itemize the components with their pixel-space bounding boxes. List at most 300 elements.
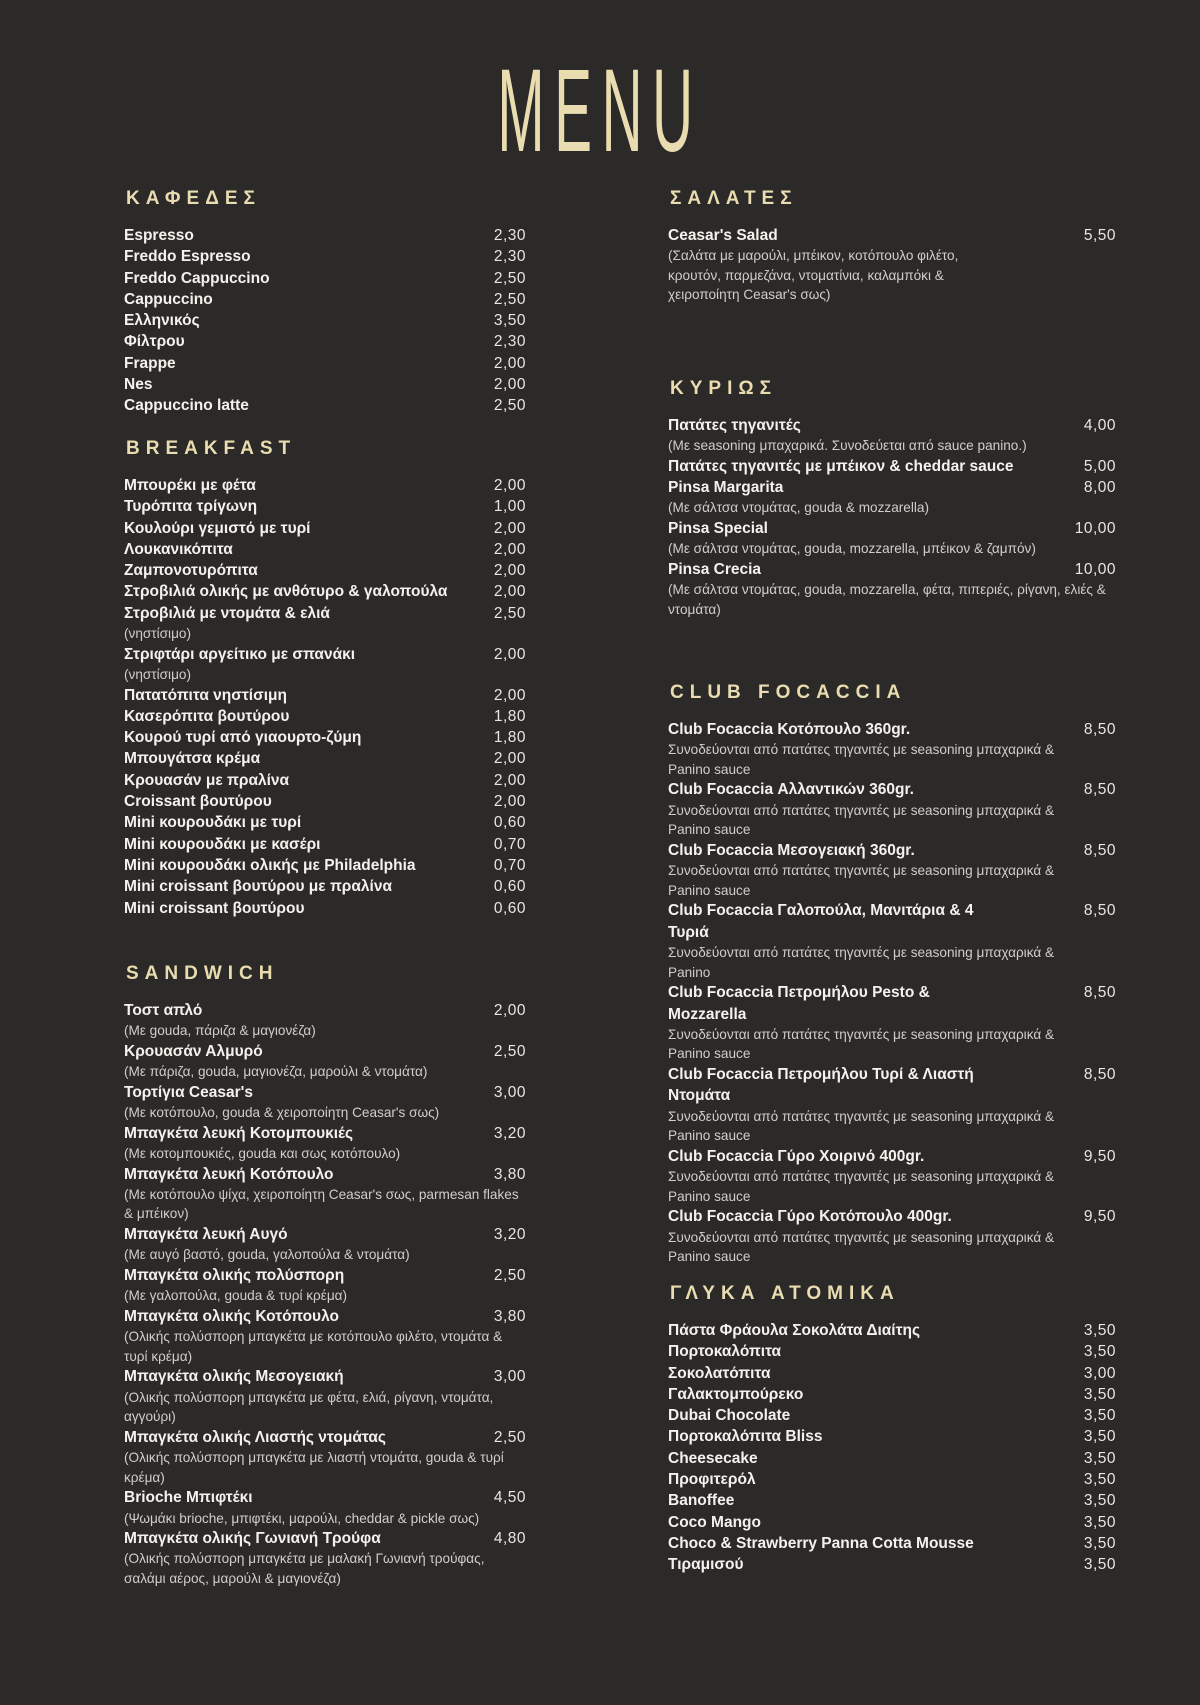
menu-item [124, 246, 524, 267]
item-name: Κουρού τυρί από γιαουρτο-ζύμη [124, 729, 362, 747]
menu-item [124, 1041, 524, 1082]
item-price: 3,00 [493, 1083, 526, 1101]
item-price: 2,00 [493, 1002, 526, 1019]
item-description: (Με σάλτσα ντομάτας, gouda, mozzarella, φέτα, πιπεριές, ρίγανη, ελιές & ντομάτα) [668, 582, 1106, 617]
item-price: 0,60 [493, 814, 526, 832]
menu-item-row [124, 246, 524, 267]
menu-item-row [668, 1363, 1116, 1384]
item-name: Pinsa Margarita [668, 479, 784, 497]
menu-item [124, 812, 524, 833]
item-name: Τιραμισού [668, 1556, 744, 1574]
menu-item-row [668, 1448, 1116, 1469]
item-price: 2,00 [493, 750, 526, 768]
menu-item [124, 518, 524, 539]
menu-item [124, 1487, 524, 1528]
item-name: Τορτίγια Ceasar's [124, 1083, 253, 1101]
menu-item [124, 748, 524, 769]
item-description: (νηστίσιμο) [124, 666, 191, 682]
menu-item [124, 685, 524, 706]
item-price: 2,00 [493, 583, 526, 601]
item-price: 3,00 [493, 1368, 526, 1386]
menu-item-row [124, 268, 524, 289]
item-price: 2,00 [493, 477, 526, 494]
item-name: Πατάτες τηγανιτές [668, 417, 801, 434]
item-price: 2,30 [493, 227, 526, 244]
item-price: 3,50 [1083, 1428, 1116, 1446]
item-price: 1,80 [493, 729, 526, 747]
item-name: Cappuccino latte [124, 397, 249, 415]
menu-item [124, 560, 524, 581]
menu-item [124, 1265, 524, 1306]
item-price: 2,00 [493, 645, 526, 663]
menu-item [124, 268, 524, 289]
menu-item-row [668, 982, 1116, 1025]
menu-item-row [124, 475, 524, 496]
item-description: (Ψωμάκι brioche, μπιφτέκι, μαρούλι, cheddar & pickle σως) [124, 1510, 480, 1526]
item-price: 3,50 [1083, 1385, 1116, 1403]
item-price: 8,50 [1083, 984, 1116, 1002]
menu-item [124, 1000, 524, 1041]
item-price: 3,80 [493, 1165, 526, 1183]
item-price: 3,50 [493, 312, 526, 330]
item-description: (Με σάλτσα ντομάτας, gouda, mozzarella, μπέικον & ζαμπόν) [668, 541, 1036, 557]
item-price: 2,00 [493, 793, 526, 811]
menu-item [668, 559, 1116, 619]
item-name: Πορτοκαλόπιτα Bliss [668, 1428, 823, 1446]
menu-item [668, 415, 1116, 456]
item-name: Coco Mango [668, 1513, 761, 1531]
item-price: 2,50 [493, 269, 526, 287]
menu-item [668, 900, 1116, 982]
item-name: Μπαγκέτα ολικής Μεσογειακή [124, 1368, 344, 1386]
item-price: 2,00 [493, 562, 526, 580]
menu-item [124, 225, 524, 246]
menu-item-row [668, 1405, 1116, 1426]
item-name: Μπαγκέτα λευκή Αυγό [124, 1226, 288, 1244]
item-price: 2,00 [493, 686, 526, 704]
item-name: Μπαγκέτα ολικής πολύσπορη [124, 1266, 345, 1284]
menu-item [668, 1533, 1116, 1554]
menu-item-row [668, 719, 1116, 740]
menu-item [668, 1384, 1116, 1405]
item-price: 2,00 [493, 376, 526, 394]
menu-item-row [124, 1427, 524, 1448]
menu-item-row [124, 1164, 524, 1185]
menu-item-row [124, 791, 524, 812]
item-price: 1,80 [493, 707, 526, 725]
item-description: Συνοδεύονται από πατάτες τηγανιτές με seasoning μπαχαρικά & Panino sauce [668, 802, 1055, 838]
menu-item-row [668, 1064, 1116, 1107]
section-glyka [668, 1283, 1116, 1576]
item-price: 2,50 [493, 1266, 526, 1284]
menu-item-row [124, 353, 524, 374]
item-price: 2,00 [493, 771, 526, 789]
item-name: Λουκανικόπιτα [124, 540, 233, 558]
item-price: 2,50 [493, 397, 526, 415]
menu-item-row [124, 644, 524, 665]
item-price: 9,50 [1083, 1208, 1116, 1226]
menu-item-row [124, 581, 524, 602]
menu-item-row [668, 415, 1116, 436]
menu-item [124, 791, 524, 812]
menu-title: MENU [497, 45, 703, 177]
item-description: (Ολικής πολύσπορη μπαγκέτα με λιαστή ντομάτα, gouda & τυρί κρέμα) [124, 1450, 504, 1485]
item-name: Μπαγκέτα ολικής Λιαστής ντομάτας [124, 1428, 386, 1446]
menu-item [124, 644, 524, 685]
menu-item [124, 310, 524, 331]
menu-item [668, 1426, 1116, 1447]
item-name: Mini κουρουδάκι ολικής με Philadelphia [124, 856, 416, 874]
menu-item-row [668, 225, 1116, 246]
menu-item-row [668, 1384, 1116, 1405]
item-name: Τυρόπιτα τρίγωνη [124, 498, 258, 516]
menu-item [668, 1146, 1116, 1206]
menu-item [124, 395, 524, 416]
menu-item [668, 1064, 1116, 1146]
item-name: Cheesecake [668, 1449, 758, 1467]
menu-item [668, 779, 1116, 839]
item-description: Συνοδεύονται από πατάτες τηγανιτές με seasoning μπαχαρικά & Panino sauce [668, 1026, 1055, 1062]
menu-item [668, 1490, 1116, 1511]
item-description: (Με πάριζα, gouda, μαγιονέζα, μαρούλι & ντομάτα) [124, 1064, 428, 1080]
item-price: 2,50 [493, 604, 526, 622]
menu-item-row [124, 685, 524, 706]
section-title: SANDWICH [126, 963, 279, 984]
menu-item-row [124, 310, 524, 331]
item-price: 3,50 [1083, 1449, 1116, 1467]
menu-item-row [668, 1490, 1116, 1511]
item-price: 10,00 [1074, 520, 1116, 538]
item-description: (Με κοτομπουκιές, gouda και σως κοτόπουλο) [124, 1145, 401, 1161]
item-name: Στροβιλιά ολικής με ανθότυρο & γαλοπούλα [124, 583, 448, 601]
item-price: 3,50 [1083, 1343, 1116, 1361]
item-price: 8,50 [1083, 1066, 1116, 1084]
item-name: Πατατόπιτα νηστίσιμη [124, 686, 287, 704]
menu-item [124, 475, 524, 496]
menu-item [668, 1320, 1116, 1341]
menu-item-row [124, 1306, 524, 1327]
item-name: Espresso [124, 227, 194, 244]
menu-item-row [124, 898, 524, 919]
menu-item-row [124, 1000, 524, 1021]
section-title: ΓΛΥΚΑ ΑΤΟΜΙΚΑ [670, 1283, 900, 1304]
item-price: 8,50 [1083, 781, 1116, 799]
menu-item-row [124, 748, 524, 769]
item-price: 3,50 [1083, 1492, 1116, 1510]
menu-item-row [668, 518, 1116, 539]
item-price: 0,60 [493, 878, 526, 896]
menu-item [668, 1206, 1116, 1266]
menu-item [124, 1082, 524, 1123]
item-description: Συνοδεύονται από πατάτες τηγανιτές με seasoning μπαχαρικά & Panino sauce [668, 1108, 1055, 1144]
item-name: Γαλακτομπούρεκο [668, 1385, 804, 1403]
item-name: Μπαγκέτα ολικής Κοτόπουλο [124, 1307, 339, 1325]
item-name: Τοστ απλό [124, 1002, 203, 1019]
menu-item-row [124, 1082, 524, 1103]
section-title: CLUB FOCACCIA [670, 682, 907, 703]
item-price: 3,50 [1083, 1534, 1116, 1552]
item-price: 5,50 [1083, 227, 1116, 244]
menu-item [668, 1512, 1116, 1533]
item-name: Στροβιλιά με ντομάτα & ελιά [124, 604, 330, 622]
item-price: 2,00 [493, 540, 526, 558]
item-price: 1,00 [493, 498, 526, 516]
item-name: Κρουασάν Αλμυρό [124, 1042, 263, 1060]
menu-item-row [668, 1320, 1116, 1341]
item-price: 3,80 [493, 1307, 526, 1325]
item-name: Μπαγκέτα λευκή Κοτόπουλο [124, 1165, 334, 1183]
item-price: 3,20 [493, 1226, 526, 1244]
item-name: Frappe [124, 354, 176, 372]
item-price: 8,50 [1083, 841, 1116, 859]
menu-item-row [668, 900, 1116, 943]
menu-item-row [124, 1366, 524, 1387]
menu-item-row [124, 1528, 524, 1549]
item-name: Προφιτερόλ [668, 1471, 756, 1489]
menu-item-row [668, 1533, 1116, 1554]
menu-item [124, 1224, 524, 1265]
section-title: ΚΑΦΕΔΕΣ [126, 188, 261, 209]
menu-item-row [124, 331, 524, 352]
menu-item-row [668, 1469, 1116, 1490]
section-kyrios [668, 378, 1116, 619]
item-name: Μπαγκέτα ολικής Γωνιανή Τρούφα [124, 1530, 381, 1548]
menu-item-row [668, 779, 1116, 800]
item-name: Brioche Μπιφτέκι [124, 1489, 253, 1507]
item-name: Club Focaccia Μεσογειακή 360gr. [668, 841, 915, 859]
item-name: Μπαγκέτα λευκή Κοτομπουκιές [124, 1124, 354, 1142]
menu-item [124, 1427, 524, 1487]
item-description: Συνοδεύονται από πατάτες τηγανιτές με seasoning μπαχαρικά & Panino sauce [668, 1229, 1055, 1265]
item-name: Mini croissant βουτύρου [124, 899, 305, 917]
item-name: Στριφτάρι αργείτικο με σπανάκι [124, 645, 356, 663]
menu-item [124, 1528, 524, 1588]
item-price: 0,60 [493, 899, 526, 917]
item-name: Club Focaccia Γύρο Χοιρινό 400gr. [668, 1147, 925, 1165]
item-price: 2,30 [493, 333, 526, 351]
item-price: 3,50 [1083, 1407, 1116, 1425]
menu-item [668, 1341, 1116, 1362]
item-name: Πορτοκαλόπιτα [668, 1343, 782, 1361]
item-name: Club Focaccia Πετρομήλου Τυρί & Λιαστή Ντομάτα [668, 1066, 974, 1105]
menu-item [668, 719, 1116, 779]
item-price: 8,00 [1083, 479, 1116, 497]
menu-item-row [124, 560, 524, 581]
item-description: Συνοδεύονται από πατάτες τηγανιτές με seasoning μπαχαρικά & Panino [668, 945, 1055, 980]
item-name: Club Focaccia Πετρομήλου Pesto & Mozzarella [668, 984, 930, 1023]
item-name: Σοκολατόπιτα [668, 1364, 771, 1382]
menu-item-row [124, 539, 524, 560]
menu-item [124, 770, 524, 791]
item-price: 3,50 [1083, 1471, 1116, 1489]
item-price: 2,50 [493, 290, 526, 308]
item-name: Dubai Chocolate [668, 1407, 791, 1425]
item-price: 10,00 [1074, 560, 1116, 578]
menu-item [124, 1164, 524, 1224]
menu-item [124, 539, 524, 560]
item-price: 4,50 [493, 1489, 526, 1507]
item-description: (Ολικής πολύσπορη μπαγκέτα με φέτα, ελιά, ρίγανη, ντομάτα, αγγούρι) [124, 1389, 494, 1425]
item-name: Nes [124, 376, 153, 394]
section-title: BREAKFAST [126, 438, 297, 459]
menu-item-row [124, 855, 524, 876]
item-price: 2,00 [493, 354, 526, 372]
section-title: ΣΑΛΑΤΕΣ [670, 188, 798, 209]
menu-item-row [124, 289, 524, 310]
section-kafedes [124, 188, 524, 417]
menu-item-row [124, 374, 524, 395]
item-name: Cappuccino [124, 290, 213, 308]
item-price: 9,50 [1083, 1147, 1116, 1165]
item-description: (Με seasoning μπαχαρικά. Συνοδεύεται από sauce panino.) [668, 438, 1027, 454]
item-price: 0,70 [493, 856, 526, 874]
item-price: 3,00 [1083, 1364, 1116, 1382]
menu-item [124, 706, 524, 727]
menu-item-row [668, 1146, 1116, 1167]
menu-item-row [668, 1206, 1116, 1227]
item-price: 0,70 [493, 835, 526, 853]
item-name: Croissant βουτύρου [124, 793, 272, 811]
menu-item-row [124, 1265, 524, 1286]
item-name: Ελληνικός [124, 312, 200, 330]
item-price: 5,00 [1083, 457, 1116, 475]
item-description: (Με κοτόπουλο, gouda & χειροποίητη Ceasar's σως) [124, 1105, 440, 1121]
menu-item [668, 456, 1116, 477]
item-name: Banoffee [668, 1492, 735, 1510]
item-name: Μπουρέκι με φέτα [124, 477, 256, 494]
item-name: Choco & Strawberry Panna Cotta Mousse [668, 1534, 974, 1552]
menu-item-row [124, 770, 524, 791]
menu-item-row [124, 225, 524, 246]
item-price: 2,30 [493, 248, 526, 266]
menu-item-row [124, 876, 524, 897]
menu-item-row [668, 559, 1116, 580]
item-name: Κασερόπιτα βουτύρου [124, 707, 290, 725]
item-name: Freddo Cappuccino [124, 269, 270, 287]
menu-item [668, 1469, 1116, 1490]
menu-item-row [124, 603, 524, 624]
section-salates [668, 188, 1116, 305]
item-name: Mini κουρουδάκι με κασέρι [124, 835, 321, 853]
item-name: Φίλτρου [124, 333, 185, 351]
menu-item-row [124, 727, 524, 748]
item-name: Mini κουρουδάκι με τυρί [124, 814, 302, 832]
item-price: 3,50 [1083, 1513, 1116, 1531]
menu-item [124, 331, 524, 352]
menu-item-row [668, 477, 1116, 498]
item-description: (Με γαλοπούλα, gouda & τυρί κρέμα) [124, 1288, 348, 1304]
item-name: Club Focaccia Κοτόπουλο 360gr. [668, 721, 911, 738]
menu-item-row [668, 1512, 1116, 1533]
menu-item [124, 374, 524, 395]
section-title: ΚΥΡΙΩΣ [670, 378, 777, 399]
menu-item-row [124, 395, 524, 416]
item-description: (Με κοτόπουλο ψίχα, χειροποίητη Ceasar's σως, parmesan flakes & μπέικον) [124, 1186, 519, 1222]
menu-item-row [124, 1041, 524, 1062]
item-description: (Με σάλτσα ντομάτας, gouda & mozzarella) [668, 500, 929, 516]
menu-item-row [124, 1487, 524, 1508]
menu-item [124, 876, 524, 897]
item-description: (Ολικής πολύσπορη μπαγκέτα με μαλακή Γωνιανή τρούφας, σαλάμι αέρος, μαρούλι & μαγιονέζα) [124, 1551, 485, 1587]
item-description: Συνοδεύονται από πατάτες τηγανιτές με seasoning μπαχαρικά & Panino sauce [668, 742, 1055, 777]
item-price: 3,50 [1083, 1322, 1116, 1339]
item-price: 4,80 [493, 1530, 526, 1548]
menu-item [668, 982, 1116, 1064]
item-description: (Με gouda, πάριζα & μαγιονέζα) [124, 1023, 316, 1039]
item-price: 3,50 [1083, 1556, 1116, 1574]
item-price: 2,50 [493, 1042, 526, 1060]
item-name: Πάστα Φράουλα Σοκολάτα Διαίτης [668, 1322, 921, 1339]
menu-item-row [668, 1554, 1116, 1575]
menu-item [124, 1123, 524, 1164]
menu-item [668, 477, 1116, 518]
item-name: Pinsa Crecia [668, 560, 762, 578]
item-name: Κρουασάν με πραλίνα [124, 771, 290, 789]
item-description: (Σαλάτα με μαρούλι, μπέικον, κοτόπουλο φιλέτο, κρουτόν, παρμεζάνα, ντοματίνια, καλαμπόκι & χειροποίητη Ceasar's σως) [668, 248, 959, 303]
menu-item [124, 603, 524, 644]
item-name: Club Focaccia Αλλαντικών 360gr. [668, 781, 914, 799]
menu-item-row [124, 496, 524, 517]
item-name: Ζαμπονοτυρόπιτα [124, 562, 258, 580]
menu-item-row [668, 456, 1116, 477]
menu-item-row [668, 1341, 1116, 1362]
menu-item [124, 855, 524, 876]
item-description: Συνοδεύονται από πατάτες τηγανιτές με seasoning μπαχαρικά & Panino sauce [668, 1169, 1055, 1204]
item-name: Ceasar's Salad [668, 227, 778, 244]
menu-item-row [124, 518, 524, 539]
item-name: Club Focaccia Γύρο Κοτόπουλο 400gr. [668, 1208, 952, 1226]
item-description: Συνοδεύονται από πατάτες τηγανιτές με seasoning μπαχαρικά & Panino sauce [668, 863, 1055, 898]
item-name: Μπουγάτσα κρέμα [124, 750, 261, 768]
menu-item-row [124, 1224, 524, 1245]
menu-item-row [668, 840, 1116, 861]
item-price: 8,50 [1083, 721, 1116, 738]
menu-item [668, 225, 1116, 305]
menu-item [124, 581, 524, 602]
menu-item-row [124, 812, 524, 833]
item-description: (Ολικής πολύσπορη μπαγκέτα με κοτόπουλο φιλέτο, ντομάτα & τυρί κρέμα) [124, 1329, 503, 1364]
menu-item [124, 1306, 524, 1366]
menu-item [124, 496, 524, 517]
menu-item [668, 1554, 1116, 1575]
item-name: Mini croissant βουτύρου με πραλίνα [124, 878, 393, 896]
menu-item [124, 353, 524, 374]
menu-item [124, 289, 524, 310]
item-name: Pinsa Special [668, 520, 768, 538]
section-focaccia [668, 682, 1116, 1267]
item-description: (Με αυγό βαστό, gouda, γαλοπούλα & ντομάτα) [124, 1247, 410, 1263]
item-name: Κουλούρι γεμιστό με τυρί [124, 519, 311, 537]
item-price: 8,50 [1083, 902, 1116, 920]
menu-item [668, 1363, 1116, 1384]
item-price: 2,50 [493, 1428, 526, 1446]
section-sandwich [124, 963, 524, 1589]
menu-item [124, 898, 524, 919]
menu-item-row [124, 834, 524, 855]
menu-item [668, 1448, 1116, 1469]
item-name: Freddo Espresso [124, 248, 251, 266]
item-name: Club Focaccia Γαλοπούλα, Μανιτάρια & 4 Τυριά [668, 902, 974, 941]
menu-item [124, 834, 524, 855]
menu-item-row [124, 1123, 524, 1144]
menu-item-row [668, 1426, 1116, 1447]
menu-item [124, 1366, 524, 1426]
item-description: (νηστίσιμο) [124, 626, 191, 642]
menu-item [124, 727, 524, 748]
menu-item [668, 840, 1116, 900]
item-price: 4,00 [1083, 417, 1116, 434]
item-price: 3,20 [493, 1124, 526, 1142]
